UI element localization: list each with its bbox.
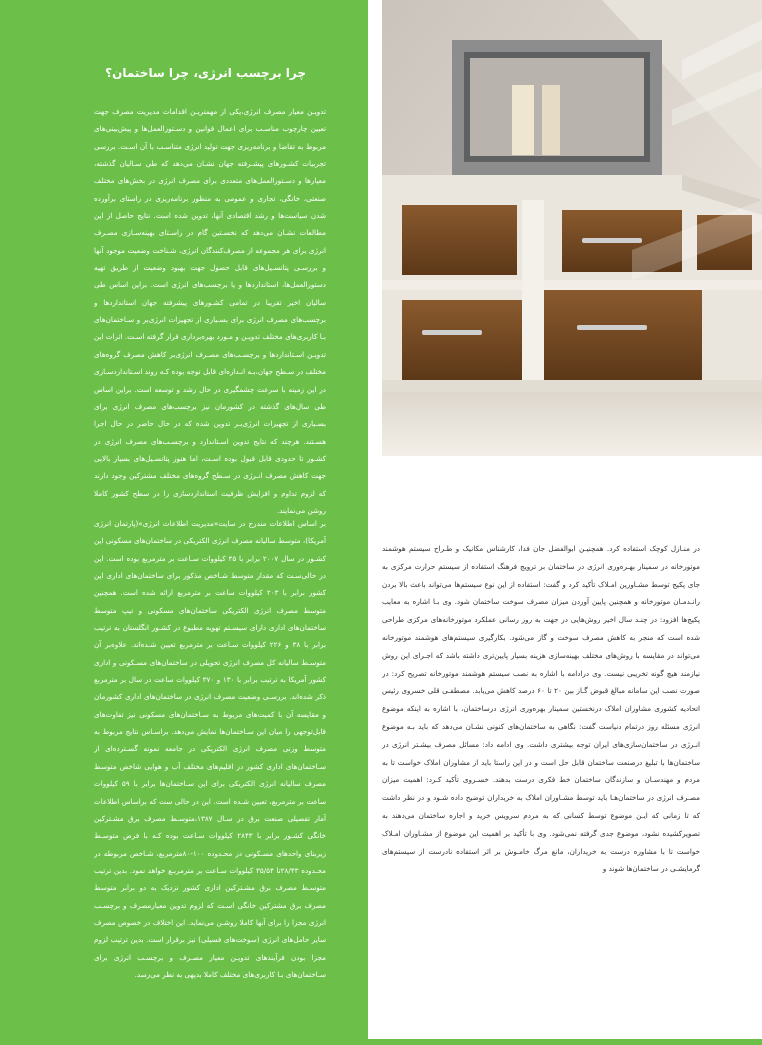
article-heading: چرا برچسب انرژی، چرا ساختمان؟	[105, 66, 306, 80]
interior-photo	[382, 0, 762, 456]
left-paragraph-1: تدویـن معیار مصرف انرژی،یکی از مهمتریـن اقدامات مدیریت مصرف جهت تعیین چارچوب مناسـب برای اعمال قوانین و دسـتورالعمل‌ها و پیش‌بینی‌های مربوط به تقاضا و برنامه‌ریزی جهت تولید انرژی متناسـب با آن اسـت. بررسی تجربیات کشـورهای پیشـرفته جهان نشـان می‌دهد که طی سـالیان گذشته، معیارها و دسـتورالعمل‌های متعددی برای مصرف انرژی در بخش‌های مختلف صنعتی، خانگی، تجاری و عمومی به منظور برنامه‌ریزی در راستای برآورده شدن سیاست‌ها و رشد اقتصادی آنها، تدوین شده است. نتایج حاصل از این مطالعات نشـان می‌دهد که نخسـتین گام در راسـتای بهینه‌سـازی مصـرف انرژی برای هر مجموعه از مصرف‌کنندگان انرژی، شـناخت وضعیت موجود آنها و بررسـی پتانسـیل‌های قابل حصول جهت بهبود وضعیت از طریق تهیه دستورالعمل‌ها، استانداردها و یا برچسب‌های انرژی است. براین اساس طی سالیان اخیر تقریبا در تمامی کشـورهای پیشرفته جهان استانداردها و برچسب‌های مصرف انرژی برای بسـیاری از تجهیزات انرژی‌بر و سـاختمان‌های بـا کاربری‌های مختلف تدویـن و مـورد بهره‌برداری قرار گرفته اسـت. اثرات این تدویـن اسـتانداردها و برچسـب‌های مصـرف انرژی‌بر کاهش مصرف گروه‌های مختلف در سـطح جهان،بـه انـدازه‌ای قابل توجه بوده کـه روند اسـتانداردسـازی در این زمینه با سرعت چشمگیری در حال رشد و توسعه است. براین اساس طی سال‌های گذشته در کشورمان نیز برچسب‌های مصرف انرژی برای بسـیاری از تجهیزات انرژی‌بـر تدوین شده که در حال حاضر در حال اجرا هسـتند. هرچند که نتایج تدوین اسـتاندارد و برچسـب‌های مصرف انرژی در کشـور تا حدودی قابل قبول بوده اسـت، اما هنوز پتانسـیل‌های بسیار بالایی جهت کاهش مصرف انـرژی در سـطح گروه‌های مختلف مشترکین وجود دارند که لزوم تداوم و افزایش ظرفیت استانداردسازی را در سطح کشور کاملا روشن می‌نمایند.	[94, 107, 326, 515]
left-paragraph-2: بر اساس اطلاعات مندرج در سایت«مدیریت اطلاعات انرژی»(پارتمان انرژی آمریکا)، متوسط سالیانه مصرف انرژی الکتریکی در ساختمان‌های مسکونی این کشـور در سال ۲۰۰۷ برابر با ۴۵ کیلووات سـاعت بر مترمربع بوده است. این در حالی‌سـت که مقدار متوسط شـاخص مذکور برای ساختمان‌های اداری این کشور برابر با ۲۰۳ کیلووات ساعت بر مترمربع ارائه شده است. همچنین متوسط مصرف انرژی الکتریکی ساختمان‌های مسکونی و تیپ متوسط ساختمان‌های اداری دارای سیسـتم تهویه مطبوع در کشـور انگلستان به ترتیب برابر با ۳۸ و ۲۲۶ کیلووات سـاعت بر مترمربع تعیین شـده‌اند. علاوه‌بر آن متوسـط سالیانه کل مصرف انرژی تحویلی در ساختمان‌های مسـکونی و اداری کشور آمریکا به ترتیب برابر با ۱۳۰ و ۳۷۰ کیلووات ساعت در سال بر مترمربع ذکر شده‌اند. بررسـی وضعیت مصرف انرژی در ساختمان‌های اداری کشورمان و مقایسه آن با کمیت‌های مربوط به سـاختمان‌های مسکونی نیز تفاوت‌های قابل‌توجهی را میان این سـاختمان‌ها نمایش می‌دهد. براسـاس نتایج مربوط به متوسط وزنی مصرف انرژی الکتریکی در جامعه نمونه گسـترده‌ای از سـاختمان‌های اداری کشور در اقلیم‌های مختلف آب و هوایی شاخص متوسط مصرف سالیانه انرژی الکتریکی برای این سـاختمان‌ها برابر با ۵۹ کیلووات ساعت بر مترمربع، تعیین شـده است. این در حالی ست که براساس اطلاعات آمار تفصیلی صنعت برق در سـال ۱۳۸۷،متوسـط مصرف برق مشـترکین خانگی کشـور برابر با ۲۸۴۳ کیلووات سـاعت بوده کـه با فرض متوسـط زیربنای واحدهای مسـکونی در محـدوده ۱۰۰-۸۰مترمربع، شـاخص مربوطه در محـدوده ۲۸/۴۳تا ۳۵/۵۴ کیلووات سـاعت بر مترمربـع خواهد نمود. بدین ترتیب متوسـط مصرف برق مشـترکین اداری کشور نزدیک به دو برابر متوسط مصرف برق مشترکین خانگی اسـت که لزوم تدوین معیارمصرف و برچسـب انرژی مجزا را برای آنها کاملا روشـن می‌نماید. این اختلاف در خصوص مصرف سایر حامل‌های انرژی (سوخت‌های فسیلی) نیز برقرار است. بدین ترتیب لزوم مجزا بودن فرآیندهای تدویـن معیار مصـرف و برچسـب انرژی برای سـاختمان‌های بـا کاربری‌های مختلف کاملا بدیهی به نظر می‌رسد.	[94, 519, 326, 979]
right-paragraph: در منـازل کوچک استفاده کرد. همچنیـن ابوالفضل جان فدا، کارشناس مکانیک و طـراح سیستم هوشمند موتورخانه در سمینار بهـره‌وری انرژی در ساختمان بر ترویج فرهنگ استفاده از سیستم حرارت مرکزی به جای پکیج توسط مشـاورین امـلاک تأکید کرد و گفت: استفاده از این نوع سیستم‌ها می‌تواند باعث بالا بردن رانـدمـان موتورخانه و همچنین پایین آوردن میزان مصرف سوخت ساختمان شود. وی بـا اشاره به معایب پکیج‌ها افزود: در چنـد سال اخیر روش‌هایی در جهت به روز رسانی عملکرد موتورخانه‌های مرکزی طراحی شده است که منجر به کاهش مصرف سوخت و گاز می‌شود. بکارگیری سیستم‌های هوشمند موتورخانه می‌تواند در مقایسه با روش‌های مختلف بهینه‌سازی هزینه بسیار پایین‌تری داشته باشد که اجـرای این روش نیازمند هیچ گونه تخریبی نیست. وی درادامه با اشاره به نصب سیستم هوشمند موتورخانه تصریح کرد: در صورت نصب این سامانه مبالغ قبوض گـاز بین ۲۰ تا ۶۰ درصد کاهش می‌یابد. مصطفـی قلی خسروی رئیس اتحادیه کشوری مشاوران املاک درنخستین سمینار بهره‌وری انرژی درساختمان، با اشاره به اینکه موضوع انرژی مسئله روز درتمام دنیاست گفت: نگاهی به ساختمان‌های کنونی نشـان می‌دهد که باید بـه موضوع انـرژی در ساختمان‌سازی‌های ایران توجه بیشتری داشت. وی ادامه داد: مسائل مصرف بیشـتر انرژی در ساختمان‌ها با تبلیغ درصنعت ساختمان قابل حل است و در این راستا باید از مشاوران املاک خواست تا به مردم و مهندسـان و سازندگان ساختمان خط فکری درست بدهند. خسـروی تأکید کـرد: اهمیت میزان مصـرف انرژی در ساختمان‌هـا باید توسط مشـاوران املاک به خریداران توضیح داده شـود و در نظر داشت که تا زمانی که ایـن موضوع توسط کسانی که به مردم سرویس خرید و اجاره ساختمان می‌دهند به تصویرکشیده نشود، موضوع جدی گرفته نمی‌شود. وی با تأکید بر اهمیت این موضوع از مشـاوران امـلاک خواست تا با مشاوره درست به خریداران، مانع مرگ خامـوش بر اثر استفاده نادرست از سیستم‌های گرمایشـی در ساختمان‌ها شوند و	[382, 544, 700, 874]
bottom-accent-bar	[0, 1039, 762, 1045]
green-sidebar-column	[0, 0, 368, 1045]
